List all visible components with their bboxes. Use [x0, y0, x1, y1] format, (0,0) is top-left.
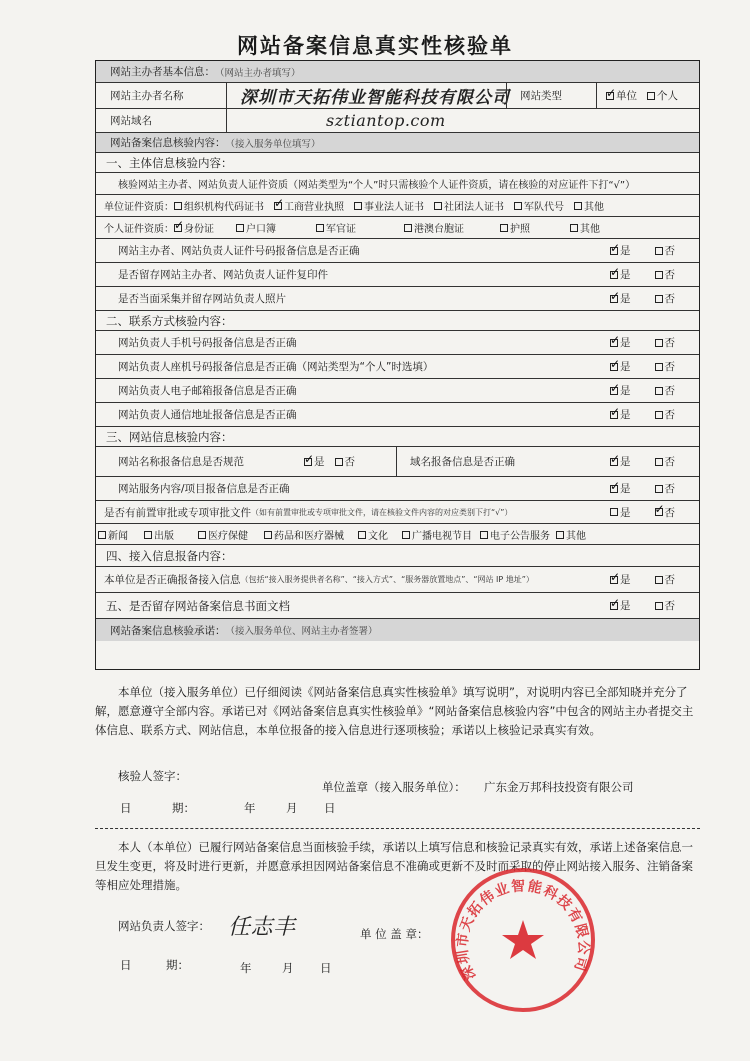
- category-checkbox-3[interactable]: [264, 531, 272, 539]
- unit-cert-checkbox-4[interactable]: [514, 202, 522, 210]
- q12-row: [96, 567, 699, 593]
- type-unit-checkbox[interactable]: [606, 92, 614, 100]
- q12-note: （包括“接入服务提供者名称”、“接入方式”、“服务器放置地点”、“网站 IP 地址”）: [240, 575, 534, 584]
- q8-text: 网站名称报备信息是否规范: [118, 456, 244, 468]
- person-cert-row: [96, 217, 699, 239]
- verifier-sign-label: 核验人签字：: [118, 769, 187, 783]
- unit-cert-0: 组织机构代码证书: [184, 202, 264, 213]
- promise-header-note: （接入服务单位、网站主办者签署）: [225, 626, 378, 637]
- q8-no-label: 否: [344, 456, 355, 468]
- q6-row: [96, 379, 699, 403]
- sec1-desc: 核验网站主办者、网站负责人证件资质（网站类型为“个人”时只需核验个人证件资质，请在核验的对应证件下打“√”）: [118, 180, 636, 191]
- date-dayunit-label-2: 日: [320, 961, 332, 975]
- category-checkbox-7[interactable]: [556, 531, 564, 539]
- q11-no-checkbox[interactable]: [655, 508, 663, 516]
- q10-no-checkbox[interactable]: [655, 485, 663, 493]
- person-cert-0: 身份证: [184, 224, 214, 235]
- q5-row: [96, 355, 699, 379]
- q11-yes-checkbox[interactable]: [610, 508, 618, 516]
- q1-yes-checkbox[interactable]: [610, 247, 618, 255]
- category-0: 新闻: [108, 531, 128, 542]
- person-cert-3: 港澳台胞证: [414, 224, 464, 235]
- unit-cert-row: [96, 195, 699, 217]
- date-period-label-1: 期：: [172, 801, 195, 815]
- q2-yes-checkbox[interactable]: [610, 271, 618, 279]
- unit-cert-checkbox-1[interactable]: [274, 202, 282, 210]
- q12-yes-label: 是: [620, 574, 631, 586]
- stamp-star-icon: [502, 920, 544, 959]
- section-3: [96, 427, 699, 447]
- date-year-label-2: 年: [240, 961, 252, 975]
- q4-no-label: 否: [664, 337, 675, 349]
- promise-paragraph-1: 本单位（接入服务单位）已仔细阅读《网站备案信息真实性核验单》填写说明”，对说明内容已全部知晓并充分了解，愿意遵守全部内容。承诺已对《网站备案信息真实性核验单》“网站备案信息核验内容”中包含的网站主办者提交主体信息、联系方式、网站信息，本单位报备的接入信息进行逐项核验；承诺以上核验记录真实有效。: [95, 685, 694, 737]
- unit-cert-4: 军队代号: [524, 202, 564, 213]
- unit-cert-2: 事业法人证书: [364, 202, 424, 213]
- basic-header-label: 网站主办者基本信息：: [110, 66, 215, 78]
- section-4: [96, 545, 699, 567]
- category-checkbox-0[interactable]: [98, 531, 106, 539]
- unit-cert-checkbox-2[interactable]: [354, 202, 362, 210]
- q4-row: [96, 331, 699, 355]
- section-5-title: 五、是否留存网站备案信息书面文档: [106, 598, 290, 613]
- q3-row: [96, 287, 699, 311]
- q11-block: [96, 501, 699, 545]
- q7-yes-label: 是: [620, 409, 631, 421]
- type-options: [596, 83, 688, 108]
- q5-no-checkbox[interactable]: [655, 363, 663, 371]
- q5-text: 网站负责人座机号码报备信息是否正确（网站类型为“个人”时选填）: [118, 361, 434, 373]
- category-6: 电子公告服务: [490, 531, 550, 542]
- type-person-label: 个人: [657, 90, 678, 102]
- category-checkbox-5[interactable]: [402, 531, 410, 539]
- q13-yes-checkbox[interactable]: [610, 602, 618, 610]
- q3-text: 是否当面采集并留存网站负责人照片: [118, 293, 286, 305]
- category-row: [96, 523, 699, 545]
- q1-no-checkbox[interactable]: [655, 247, 663, 255]
- person-cert-4: 护照: [510, 224, 530, 235]
- divider-dashed: [95, 828, 700, 829]
- basic-info-header: [96, 61, 699, 83]
- type-unit-label: 单位: [616, 90, 637, 102]
- unit-cert-3: 社团法人证书: [444, 202, 504, 213]
- q7-row: [96, 403, 699, 427]
- q10-text: 网站服务内容/项目报备信息是否正确: [118, 483, 290, 495]
- q7-no-label: 否: [664, 409, 675, 421]
- category-1: 出版: [154, 531, 174, 542]
- date-day-label-2: 日: [120, 958, 132, 972]
- q12-text: 本单位是否正确报备接入信息: [104, 574, 241, 586]
- page-title: 网站备案信息真实性核验单: [237, 34, 513, 58]
- date-month-label-2: 月: [282, 961, 294, 975]
- q10-yes-label: 是: [620, 483, 631, 495]
- q9-yes-checkbox[interactable]: [610, 458, 618, 466]
- q2-no-label: 否: [664, 269, 675, 281]
- sec1-desc-row: [96, 173, 699, 195]
- q6-no-checkbox[interactable]: [655, 387, 663, 395]
- category-2: 医疗保健: [208, 531, 248, 542]
- q13-no-checkbox[interactable]: [655, 602, 663, 610]
- unit-cert-checkbox-3[interactable]: [434, 202, 442, 210]
- q6-no-label: 否: [664, 385, 675, 397]
- date-month-label-1: 月: [286, 801, 298, 815]
- verify-header-label: 网站备案信息核验内容：: [110, 137, 226, 149]
- q6-yes-label: 是: [620, 385, 631, 397]
- seal-label: 单 位 盖 章：: [360, 927, 429, 941]
- person-cert-checkbox-2[interactable]: [316, 224, 324, 232]
- owner-label: 网站主办者名称: [110, 90, 184, 102]
- owner-row: [96, 83, 699, 109]
- domain-value[interactable]: sztiantop.com: [326, 111, 446, 130]
- person-cert-checkbox-4[interactable]: [500, 224, 508, 232]
- promise-paragraph-2: 本人（本单位）已履行网站备案信息当面核验手续，承诺以上填写信息和核验记录真实有效，承诺上述备案信息一旦发生变更，将及时进行更新，并愿意承担因网站备案信息不准确或更新不及时而采取的停止网站接入服务、注销备案等相应处理措施。: [95, 840, 693, 892]
- q8-yes-label: 是: [314, 456, 325, 468]
- category-4: 文化: [368, 531, 388, 542]
- q4-no-checkbox[interactable]: [655, 339, 663, 347]
- owner-signature[interactable]: 任志丰: [228, 915, 296, 940]
- q11-text: 是否有前置审批或专项审批文件: [104, 506, 251, 519]
- q2-row: [96, 263, 699, 287]
- unit-cert-1: 工商营业执照: [284, 202, 344, 213]
- q1-yes-label: 是: [620, 245, 631, 257]
- type-person-checkbox[interactable]: [647, 92, 655, 100]
- q2-text: 是否留存网站主办者、网站负责人证件复印件: [118, 269, 328, 281]
- q5-yes-label: 是: [620, 361, 631, 373]
- category-checkbox-4[interactable]: [358, 531, 366, 539]
- q3-no-checkbox[interactable]: [655, 295, 663, 303]
- q11-no-label: 否: [664, 506, 675, 519]
- category-checkbox-1[interactable]: [144, 531, 152, 539]
- date-period-label-2: 期：: [166, 958, 189, 972]
- stamp-text: 深圳市天拓伟业智能科技有限公司: [454, 878, 592, 983]
- q6-yes-checkbox[interactable]: [610, 387, 618, 395]
- q1-text: 网站主办者、网站负责人证件号码报备信息是否正确: [118, 245, 360, 257]
- q8-q9-row: [96, 447, 699, 477]
- category-checkbox-2[interactable]: [198, 531, 206, 539]
- q12-yes-checkbox[interactable]: [610, 576, 618, 584]
- q3-yes-checkbox[interactable]: [610, 295, 618, 303]
- section-5: [96, 593, 699, 619]
- q7-text: 网站负责人通信地址报备信息是否正确: [118, 409, 297, 421]
- section-1: [96, 153, 699, 173]
- q4-yes-checkbox[interactable]: [610, 339, 618, 347]
- section-2: [96, 311, 699, 331]
- q5-yes-checkbox[interactable]: [610, 363, 618, 371]
- q13-no-label: 否: [664, 600, 675, 612]
- verify-header-note: （接入服务单位填写）: [225, 138, 321, 150]
- q9-no-label: 否: [664, 456, 675, 468]
- section-3-title: 三、网站信息核验内容：: [106, 429, 233, 444]
- q4-text: 网站负责人手机号码报备信息是否正确: [118, 337, 297, 349]
- owner-sign-label: 网站负责人签字：: [118, 919, 210, 933]
- unit-cert-checkbox-0[interactable]: [174, 202, 182, 210]
- date-year-label-1: 年: [244, 801, 256, 815]
- person-cert-label: 个人证件资质：: [104, 224, 174, 235]
- person-cert-checkbox-1[interactable]: [236, 224, 244, 232]
- unit-cert-5: 其他: [584, 202, 604, 213]
- q1-no-label: 否: [664, 245, 675, 257]
- section-4-title: 四、接入信息报备内容：: [106, 548, 233, 563]
- domain-row: [96, 109, 699, 133]
- q5-no-label: 否: [664, 361, 675, 373]
- q2-no-checkbox[interactable]: [655, 271, 663, 279]
- q9-text: 域名报备信息是否正确: [410, 456, 515, 468]
- person-cert-checkbox-3[interactable]: [404, 224, 412, 232]
- person-cert-checkbox-0[interactable]: [174, 224, 182, 232]
- basic-header-note: （网站主办者填写）: [215, 67, 301, 79]
- q11-text-wrap: [96, 501, 512, 523]
- q10-no-label: 否: [664, 483, 675, 495]
- category-3: 药品和医疗器械: [274, 531, 344, 542]
- promise-header: [96, 619, 699, 641]
- q8-no-checkbox[interactable]: [335, 458, 343, 466]
- q12-no-checkbox[interactable]: [655, 576, 663, 584]
- verify-header: [96, 133, 699, 153]
- q13-yes-label: 是: [620, 600, 631, 612]
- q2-yes-label: 是: [620, 269, 631, 281]
- person-cert-2: 军官证: [326, 224, 356, 235]
- q8-yes-checkbox[interactable]: [304, 458, 312, 466]
- q12-no-label: 否: [664, 574, 675, 586]
- person-cert-1: 户口簿: [246, 224, 276, 235]
- q9-yes-label: 是: [620, 456, 631, 468]
- section-2-title: 二、联系方式核验内容：: [106, 313, 233, 328]
- type-label: 网站类型: [520, 90, 562, 102]
- q11-note: （如有前置审批或专项审批文件，请在核验文件内容的对应类别下打“√”）: [251, 507, 513, 517]
- q11-yes-label: 是: [620, 506, 631, 519]
- q1-row: [96, 239, 699, 263]
- promise-header-label: 网站备案信息核验承诺：: [110, 624, 226, 637]
- q4-yes-label: 是: [620, 337, 631, 349]
- person-cert-5: 其他: [580, 224, 600, 235]
- date-dayunit-label-1: 日: [324, 801, 336, 815]
- unit-cert-label: 单位证件资质：: [104, 202, 174, 213]
- section-1-title: 一、主体信息核验内容：: [106, 155, 233, 170]
- date-day-label-1: 日: [120, 801, 132, 815]
- q7-yes-checkbox[interactable]: [610, 411, 618, 419]
- unit-seal-value[interactable]: 广东金万邦科技投资有限公司: [484, 780, 634, 794]
- domain-label: 网站域名: [110, 115, 152, 127]
- q10-row: [96, 477, 699, 501]
- company-stamp: [448, 865, 598, 1015]
- q9-no-checkbox[interactable]: [655, 458, 663, 466]
- unit-cert-checkbox-5[interactable]: [574, 202, 582, 210]
- owner-value[interactable]: 深圳市天拓伟业智能科技有限公司: [240, 88, 510, 108]
- q7-no-checkbox[interactable]: [655, 411, 663, 419]
- q3-no-label: 否: [664, 293, 675, 305]
- person-cert-checkbox-5[interactable]: [570, 224, 578, 232]
- category-checkbox-6[interactable]: [480, 531, 488, 539]
- category-7: 其他: [566, 531, 586, 542]
- q10-yes-checkbox[interactable]: [610, 485, 618, 493]
- verification-form: [95, 60, 700, 670]
- category-5: 广播电视节目: [412, 531, 472, 542]
- q6-text: 网站负责人电子邮箱报备信息是否正确: [118, 385, 297, 397]
- q3-yes-label: 是: [620, 293, 631, 305]
- unit-seal-label: 单位盖章（接入服务单位）：: [322, 780, 466, 794]
- q8-options: [304, 447, 365, 476]
